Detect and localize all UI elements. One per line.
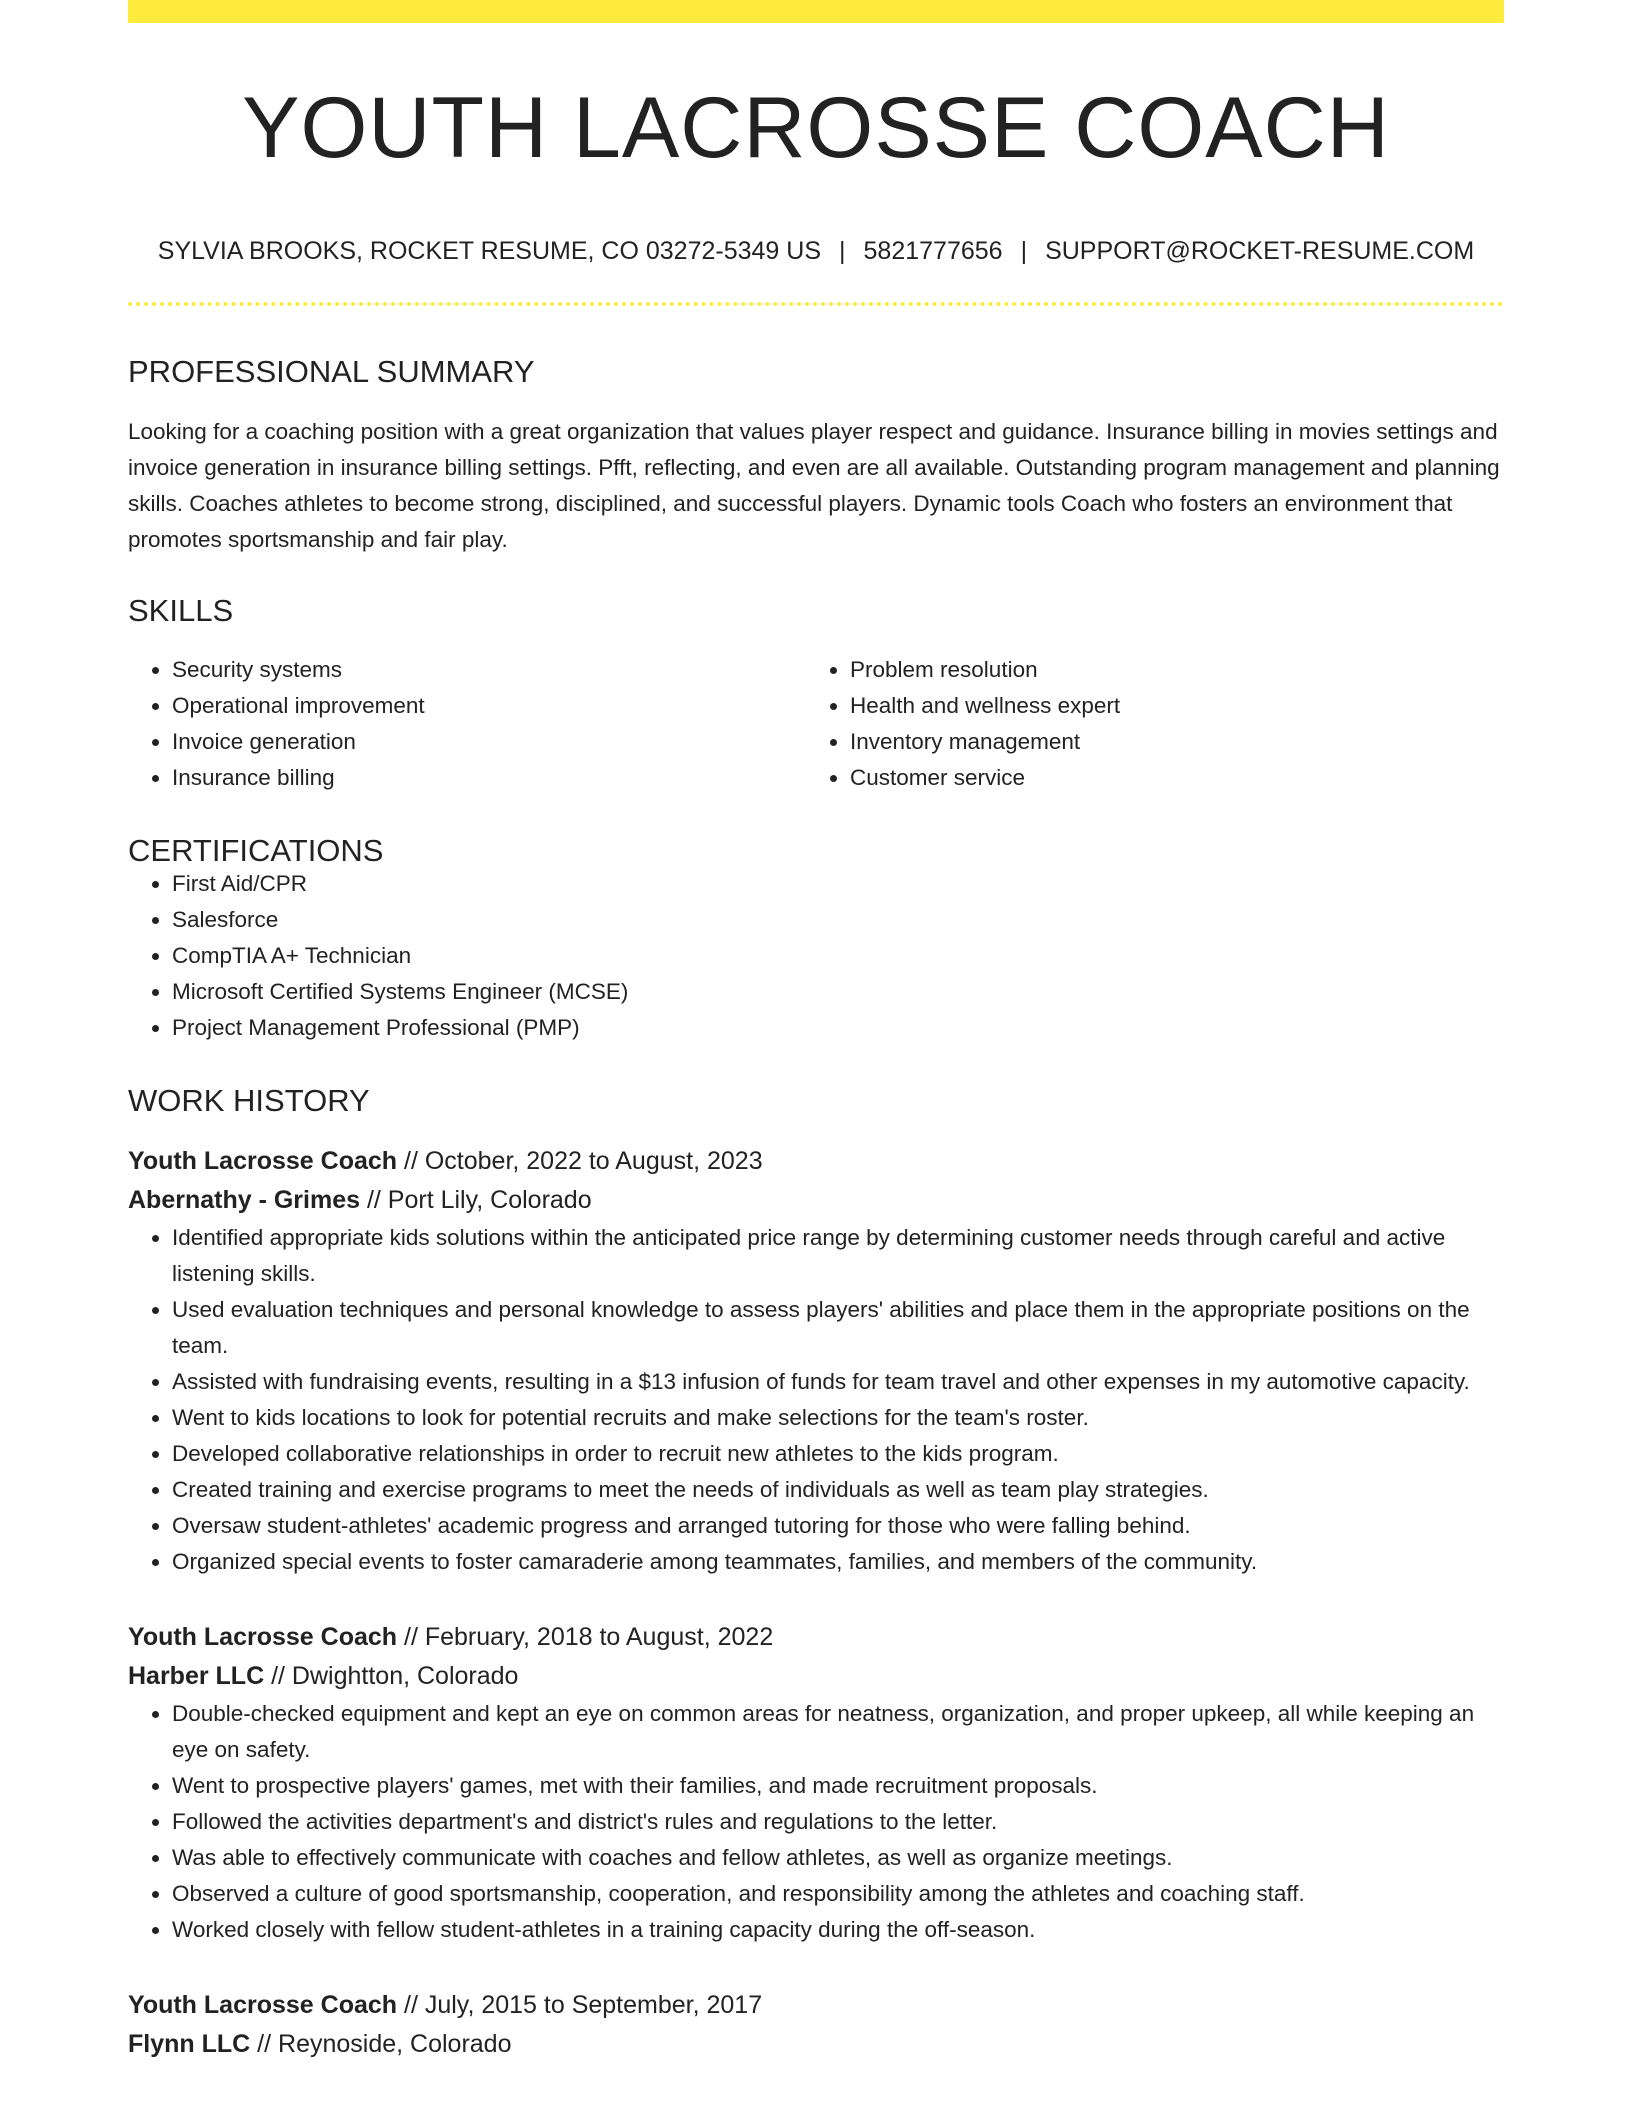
job-dates: // February, 2018 to August, 2022: [404, 1623, 774, 1651]
certification-item: • First Aid/CPR: [172, 866, 1504, 902]
skill-item: • Health and wellness expert: [850, 688, 1484, 724]
job-company-line: [128, 1181, 1504, 1220]
work-history-heading: WORK HISTORY: [128, 1083, 370, 1118]
job-bullet: • Used evaluation techniques and personal knowledge to assess players' abilities and place them in the appropriate positions on the team.: [172, 1292, 1504, 1364]
contact-phone: 5821777656: [863, 237, 1003, 265]
skill-item: • Problem resolution: [850, 652, 1484, 688]
job-company-line: [128, 1657, 1504, 1696]
job-entry: [128, 1142, 1504, 1580]
job-title: Youth Lacrosse Coach: [128, 1991, 398, 2019]
job-bullets: [128, 1220, 1504, 1580]
summary-text: Looking for a coaching position with a great organization that values player respect and guidance. Insurance billing in movies settings and invoice generation in insurance billing settings. Pfft, reflecting, and even are all available. Outstanding program management and planning skills. Coaches athletes to become strong, disciplined, and successful players. Dynamic tools Coach who fosters an environment that promotes sportsmanship and fair play.: [128, 419, 1500, 552]
resume-page: [128, 0, 1504, 2064]
job-bullets: [128, 1696, 1504, 1948]
skills-list-left: [128, 652, 806, 796]
certification-item: • Salesforce: [172, 902, 1504, 938]
job-company-line: [128, 2025, 1504, 2064]
job-entry: [128, 1618, 1504, 1948]
job-entry: [128, 1986, 1504, 2064]
job-title-line: [128, 1986, 1504, 2025]
skill-item: • Operational improvement: [172, 688, 806, 724]
job-company: Abernathy - Grimes: [128, 1186, 361, 1214]
job-bullet: • Followed the activities department's and district's rules and regulations to the letter.: [172, 1804, 1504, 1840]
job-bullet: • Double-checked equipment and kept an eye on common areas for neatness, organization, and proper upkeep, all while keeping an eye on safety.: [172, 1696, 1504, 1768]
skill-item: • Inventory management: [850, 724, 1484, 760]
job-title: Youth Lacrosse Coach: [128, 1623, 398, 1651]
job-bullet: • Oversaw student-athletes' academic progress and arranged tutoring for those who were falling behind.: [172, 1508, 1504, 1544]
job-bullet: • Identified appropriate kids solutions within the anticipated price range by determining customer needs through careful and active listening skills.: [172, 1220, 1504, 1292]
certifications-heading: CERTIFICATIONS: [128, 833, 384, 868]
job-company: Harber LLC: [128, 1662, 265, 1690]
certifications-list: [128, 866, 1504, 1046]
skills-list-right: [806, 652, 1484, 796]
job-bullet: • Assisted with fundraising events, resulting in a $13 infusion of funds for team travel and other expenses in my automotive capacity.: [172, 1364, 1504, 1400]
certification-item: • Microsoft Certified Systems Engineer (MCSE): [172, 974, 1504, 1010]
job-bullet: • Observed a culture of good sportsmanship, cooperation, and responsibility among the athletes and coaching staff.: [172, 1876, 1504, 1912]
summary-heading: PROFESSIONAL SUMMARY: [128, 354, 535, 389]
skill-item: • Invoice generation: [172, 724, 806, 760]
job-location: // Port Lily, Colorado: [366, 1186, 592, 1214]
job-title-line: [128, 1618, 1504, 1657]
skill-item: • Security systems: [172, 652, 806, 688]
job-bullet: • Worked closely with fellow student-athletes in a training capacity during the off-season.: [172, 1912, 1504, 1948]
job-bullet: • Was able to effectively communicate with coaches and fellow athletes, as well as organize meetings.: [172, 1840, 1504, 1876]
resume-title: YOUTH LACROSSE COACH: [242, 80, 1390, 176]
job-location: // Reynoside, Colorado: [257, 2030, 512, 2058]
job-location: // Dwightton, Colorado: [271, 1662, 519, 1690]
job-dates: // October, 2022 to August, 2023: [404, 1147, 763, 1175]
header-divider: [128, 302, 1504, 306]
job-bullet: • Went to kids locations to look for potential recruits and make selections for the team's roster.: [172, 1400, 1504, 1436]
job-company: Flynn LLC: [128, 2030, 251, 2058]
job-dates: // July, 2015 to September, 2017: [404, 1991, 763, 2019]
skills-heading: SKILLS: [128, 593, 234, 628]
top-accent-bar: [128, 0, 1504, 23]
skill-item: • Insurance billing: [172, 760, 806, 796]
skills-column-right: [806, 652, 1484, 796]
job-bullet: • Developed collaborative relationships in order to recruit new athletes to the kids program.: [172, 1436, 1504, 1472]
skills-columns: [128, 652, 1504, 796]
contact-separator: |: [1020, 237, 1028, 265]
certification-item: • CompTIA A+ Technician: [172, 938, 1504, 974]
job-title-line: [128, 1142, 1504, 1181]
job-title: Youth Lacrosse Coach: [128, 1147, 398, 1175]
contact-line: [128, 239, 1504, 264]
certification-item: • Project Management Professional (PMP): [172, 1010, 1504, 1046]
job-bullet: • Created training and exercise programs to meet the needs of individuals as well as team play strategies.: [172, 1472, 1504, 1508]
job-bullet: • Organized special events to foster camaraderie among teammates, families, and members of the community.: [172, 1544, 1504, 1580]
skills-column-left: [128, 652, 806, 796]
contact-email: SUPPORT@ROCKET-RESUME.COM: [1045, 237, 1475, 265]
skill-item: • Customer service: [850, 760, 1484, 796]
job-bullet: • Went to prospective players' games, met with their families, and made recruitment proposals.: [172, 1768, 1504, 1804]
contact-separator: |: [839, 237, 846, 265]
contact-address: SYLVIA BROOKS, ROCKET RESUME, CO 03272-5349 US: [157, 237, 822, 265]
